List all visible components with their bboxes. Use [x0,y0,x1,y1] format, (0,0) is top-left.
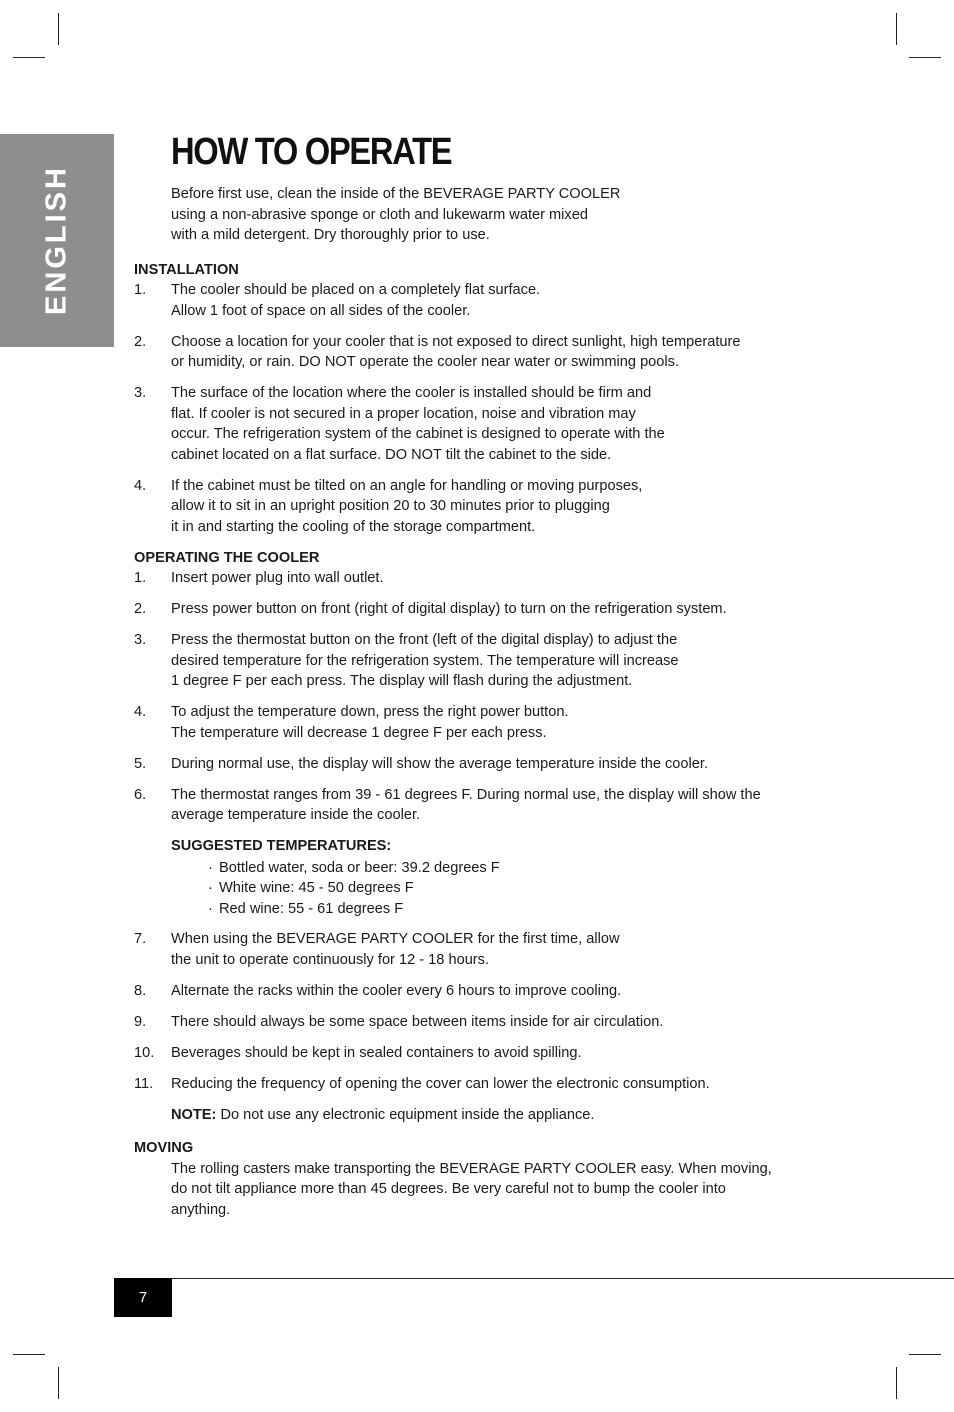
text-line: allow it to sit in an upright position 20 to 30 minutes prior to plugging [171,498,610,514]
list-item-number: 5. [134,755,147,772]
bullet-icon: · [208,900,213,917]
suggested-temperatures-list [208,858,834,920]
list-item-number: 1. [134,570,147,586]
list-item-text [171,630,834,692]
page-content [134,184,834,1220]
list-item-text [171,1043,834,1064]
list-item-text [171,383,834,465]
note [171,1105,834,1126]
suggested-temperatures [171,836,834,919]
text-line: The rolling casters make transporting the BEVERAGE PARTY COOLER easy. When moving, [171,1160,772,1177]
text-line: anything. [171,1201,231,1218]
list-item-number: 4. [134,704,147,720]
list-item [134,929,834,970]
list-item [134,1043,834,1064]
list-item-text [171,929,834,970]
text-line: During normal use, the display will show the average temperature inside the cooler. [171,755,709,772]
text-line: with a mild detergent. Dry thoroughly prior to use. [171,227,490,243]
list-item-number: 2. [134,601,147,617]
list-item [134,476,834,538]
list-item-text [171,702,834,743]
text-line: Before first use, clean the inside of the BEVERAGE PARTY COOLER [171,186,621,202]
list-item [134,981,834,1002]
moving-heading: MOVING [134,1140,194,1156]
page-number: 7 [114,1278,172,1317]
text-line: desired temperature for the refrigeration system. The temperature will increase [171,652,679,669]
bullet-text: White wine: 45 - 50 degrees F [219,880,414,896]
list-item-text [171,332,834,373]
language-tab [0,134,114,347]
list-item [134,280,834,321]
text-line: Alternate the racks within the cooler every 6 hours to improve cooling. [171,982,622,999]
list-item-text [171,1074,834,1095]
list-item [134,383,834,465]
list-item-number: 9. [134,1013,147,1030]
list-item-number: 11. [134,1075,154,1092]
text-line: cabinet located on a flat surface. DO NOT tilt the cabinet to the side. [171,446,612,463]
text-line: it in and starting the cooling of the storage compartment. [171,518,536,535]
installation-list [134,280,834,537]
text-line: flat. If cooler is not secured in a proper location, noise and vibration may [171,405,636,422]
list-item-number: 1. [134,282,147,298]
text-line: When using the BEVERAGE PARTY COOLER for the first time, allow [171,931,620,947]
crop-mark [58,13,59,45]
list-item-text [171,785,834,826]
text-line: using a non-abrasive sponge or cloth and lukewarm water mixed [171,206,588,223]
text-line: the unit to operate continuously for 12 - 18 hours. [171,951,490,968]
list-item-number: 2. [134,333,147,350]
crop-mark [13,57,45,58]
text-line: The cooler should be placed on a completely flat surface. [171,282,541,298]
list-item-number: 3. [134,632,147,648]
installation-heading: INSTALLATION [134,261,239,278]
list-item [208,858,834,879]
operating-heading: OPERATING THE COOLER [134,549,320,566]
text-line: There should always be some space between items inside for air circulation. [171,1013,664,1030]
list-item-text [171,1012,834,1033]
list-item-text [171,476,834,538]
list-item [208,878,834,899]
operating-list [134,568,834,826]
list-item [208,899,834,920]
text-line: Reducing the frequency of opening the cover can lower the electronic consumption. [171,1075,710,1092]
crop-mark [896,1367,897,1399]
bullet-text: Bottled water, soda or beer: 39.2 degrees F [219,859,500,876]
text-line: Allow 1 foot of space on all sides of the cooler. [171,302,471,319]
moving-paragraph [171,1159,834,1221]
crop-mark [58,1367,59,1399]
crop-mark [896,13,897,45]
list-item [134,754,834,775]
bullet-icon: · [208,859,213,876]
suggested-temperatures-title: SUGGESTED TEMPERATURES: [171,838,392,854]
list-item-number: 7. [134,931,147,947]
text-line: If the cabinet must be tilted on an angle for handling or moving purposes, [171,477,643,494]
list-item-text [171,754,834,775]
page-title: HOW TO OPERATE [171,131,452,173]
list-item-text [171,981,834,1002]
list-item-text [171,280,834,321]
list-item-text [171,568,834,589]
text-line: The temperature will decrease 1 degree F per each press. [171,724,547,741]
text-line: average temperature inside the cooler. [171,807,421,823]
text-line: 1 degree F per each press. The display will flash during the adjustment. [171,673,633,689]
text-line: To adjust the temperature down, press the right power button. [171,704,569,720]
text-line: do not tilt appliance more than 45 degrees. Be very careful not to bump the cooler into [171,1181,726,1197]
text-line: or humidity, or rain. DO NOT operate the cooler near water or swimming pools. [171,354,680,370]
list-item [134,568,834,589]
list-item [134,1074,834,1095]
list-item [134,785,834,826]
language-label: ENGLISH [40,165,73,315]
note-label: NOTE: [171,1106,217,1123]
list-item-number: 6. [134,786,147,803]
list-item [134,332,834,373]
text-line: occur. The refrigeration system of the cabinet is designed to operate with the [171,426,665,442]
bullet-icon: · [208,880,213,896]
text-line: Insert power plug into wall outlet. [171,570,384,586]
intro-paragraph [171,184,834,246]
text-line: The surface of the location where the cooler is installed should be firm and [171,385,652,401]
list-item [134,599,834,620]
text-line: Press power button on front (right of digital display) to turn on the refrigeration system. [171,601,727,617]
list-item [134,702,834,743]
text-line: Press the thermostat button on the front (left of the digital display) to adjust the [171,632,678,648]
list-item-text [171,599,834,620]
list-item-number: 8. [134,982,147,999]
text-line: Beverages should be kept in sealed containers to avoid spilling. [171,1044,582,1061]
crop-mark [13,1354,45,1355]
bullet-text: Red wine: 55 - 61 degrees F [219,900,404,917]
text-line: Choose a location for your cooler that is not exposed to direct sunlight, high temperature [171,333,741,350]
note-text: Do not use any electronic equipment inside the appliance. [216,1106,595,1123]
crop-mark [909,57,941,58]
list-item [134,630,834,692]
crop-mark [909,1354,941,1355]
list-item-number: 3. [134,385,147,401]
list-item-number: 10. [134,1044,155,1061]
footer-rule [114,1278,954,1279]
list-item [134,1012,834,1033]
text-line: The thermostat ranges from 39 - 61 degrees F. During normal use, the display will show the [171,786,761,803]
list-item-number: 4. [134,477,147,494]
operating-list-continued [134,929,834,1094]
